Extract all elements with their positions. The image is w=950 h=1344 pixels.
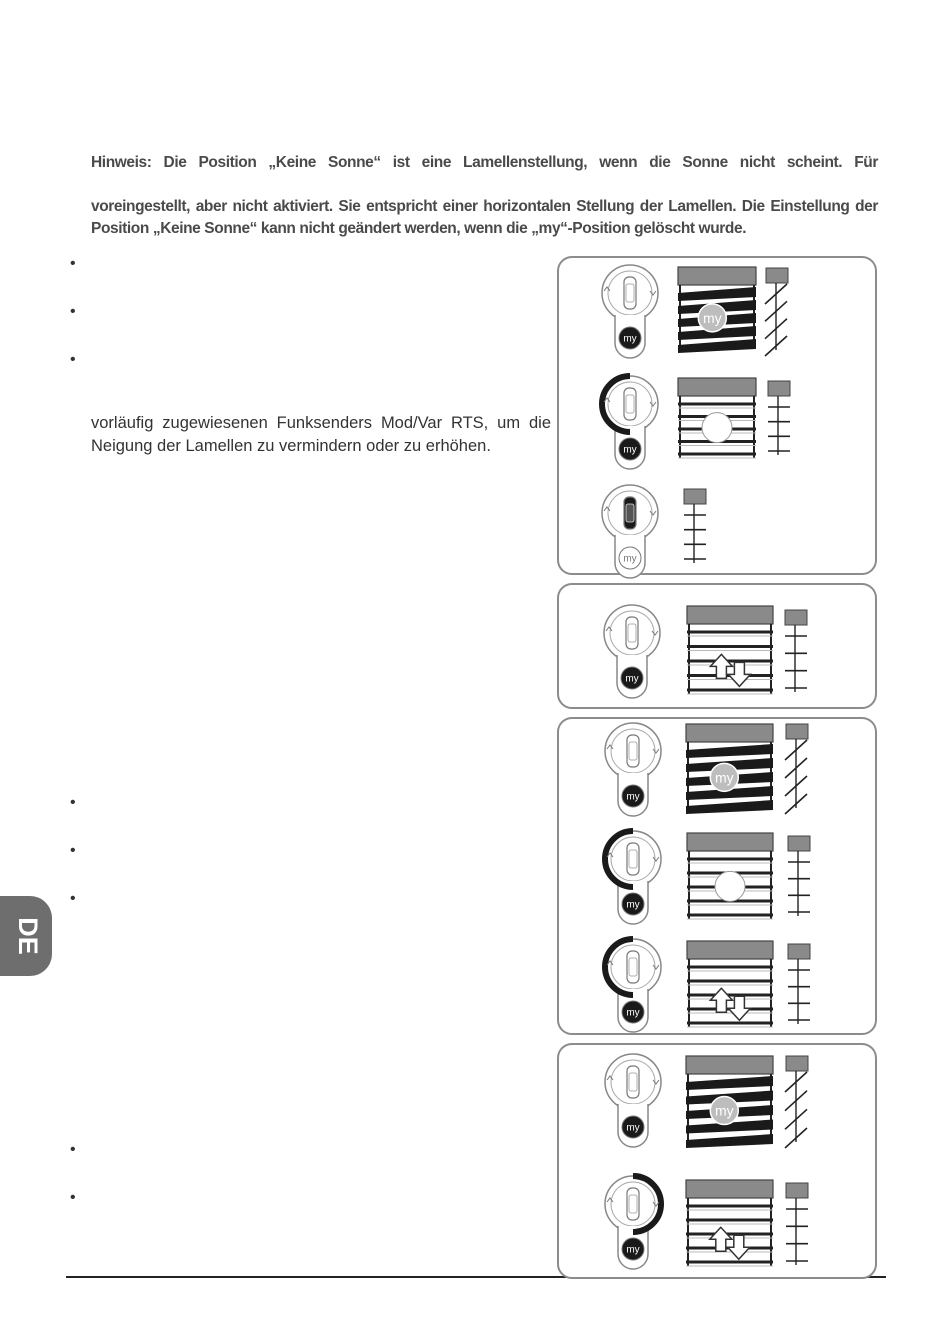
note-line-2: voreingestellt, aber nicht aktiviert. Sie entspricht einer horizontalen Stellung der Lamellen. Die Einstellung der Position „Keine Sonne“ kann nicht geändert werden, wenn die „my“-Position gelöscht wurde. (91, 198, 878, 237)
my-button-label: my (623, 444, 637, 456)
my-button-label: my (623, 333, 637, 345)
my-button-label: my (714, 769, 734, 786)
my-button-label: my (626, 899, 640, 911)
my-button-label: my (623, 553, 637, 565)
my-button-label: my (626, 791, 640, 803)
bullet-6: • (70, 890, 76, 907)
instruction-line-2: Neigung der Lamellen zu vermindern oder zu erhöhen. (91, 437, 491, 455)
my-button-label: my (625, 673, 639, 685)
bullet-7: • (70, 1141, 76, 1158)
bullet-4: • (70, 794, 76, 811)
bullet-3: • (70, 351, 76, 368)
my-button-label: my (702, 309, 722, 326)
note-line-1: Hinweis: Die Position „Keine Sonne“ ist eine Lamellenstellung, wenn die Sonne nicht scheint. Für (91, 154, 878, 171)
bullet-8: • (70, 1189, 76, 1206)
bullet-1: • (70, 255, 76, 272)
my-button-label: my (626, 1007, 640, 1019)
bullet-2: • (70, 303, 76, 320)
language-tab-label: DE (13, 917, 44, 955)
my-button-label: my (626, 1122, 640, 1134)
my-button-label: my (714, 1102, 734, 1119)
venetian-blind-icon (678, 378, 756, 458)
instruction-line-1: vorläufig zugewiesenen Funksenders Mod/Var RTS, um die (91, 414, 551, 432)
bullet-5: • (70, 842, 76, 859)
my-button-label: my (626, 1244, 640, 1256)
